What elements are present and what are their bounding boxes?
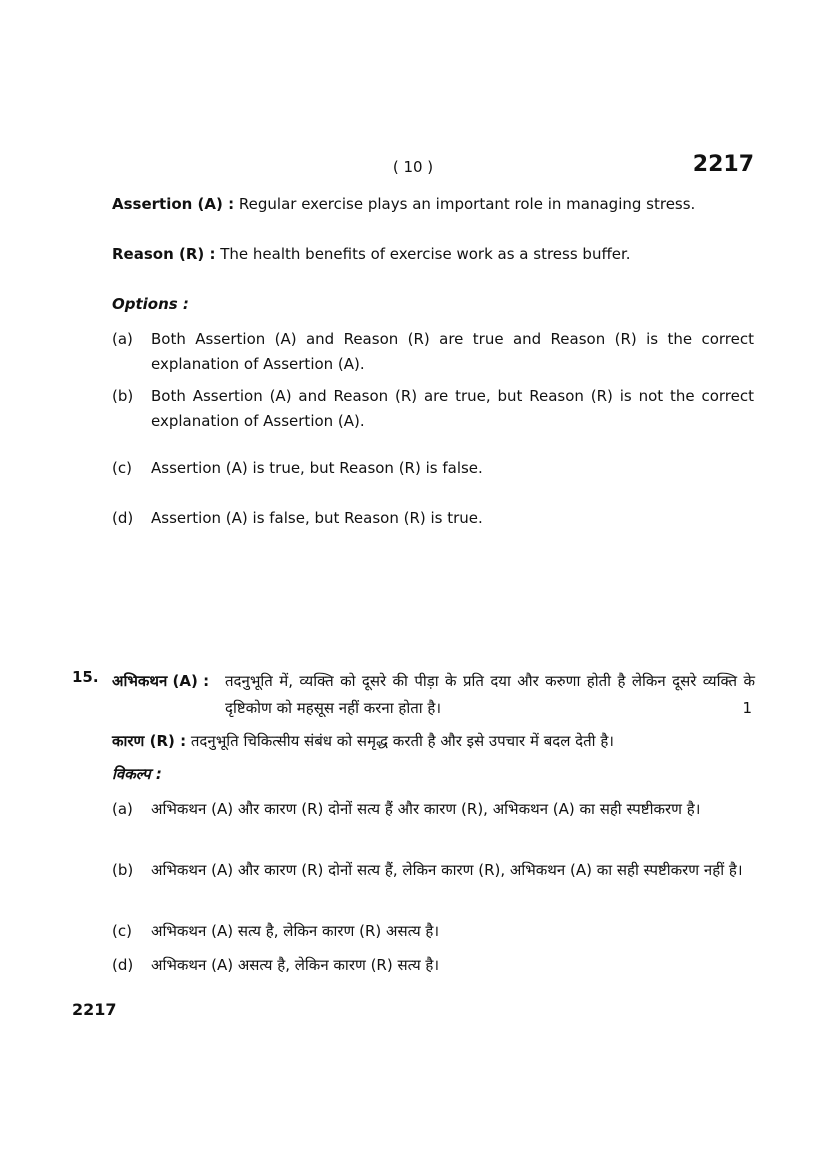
page-number: ( 10 ) xyxy=(392,158,434,176)
q14-reason-label: Reason (R) : xyxy=(112,245,216,263)
q15-option-b-label: (b) xyxy=(112,861,134,879)
paper-code-bottom: 2217 xyxy=(72,1000,117,1019)
q14-options-heading: Options : xyxy=(112,295,189,313)
q15-reason-text: तदनुभूति चिकित्सीय संबंध को समृद्ध करती है और इसे उपचार में बदल देती है। xyxy=(190,732,614,750)
q14-option-c-text: Assertion (A) is true, but Reason (R) is false. xyxy=(151,459,483,477)
q15-option-b-text: अभिकथन (A) और कारण (R) दोनों सत्य हैं, लेकिन कारण (R), अभिकथन (A) का सही स्पष्टीकरण नहीं है। xyxy=(151,861,743,879)
paper-code-top: 2217 xyxy=(692,152,754,177)
q15-assertion-text: तदनुभूति में, व्यक्ति को दूसरे की पीड़ा के प्रति दया और करुणा होती है लेकिन दूसरे व्यक्ति के दृष्टिकोण को महसूस नहीं करना होता है। xyxy=(225,672,755,717)
q14-assertion-label: Assertion (A) : xyxy=(112,195,235,213)
q15-option-d xyxy=(112,952,754,979)
q15-number: 15. xyxy=(72,668,99,686)
q14-option-c xyxy=(112,456,754,481)
q14-reason-text: The health benefits of exercise work as a stress buffer. xyxy=(220,245,631,263)
q15-option-c xyxy=(112,918,754,945)
q15-option-a-label: (a) xyxy=(112,800,133,818)
q14-option-b-label: (b) xyxy=(112,387,134,405)
q14-assertion xyxy=(112,192,695,217)
q15-option-d-label: (d) xyxy=(112,956,134,974)
q14-option-d xyxy=(112,506,754,531)
q14-option-c-label: (c) xyxy=(112,459,132,477)
q15-option-c-text: अभिकथन (A) सत्य है, लेकिन कारण (R) असत्य है। xyxy=(151,922,440,940)
q14-option-b-text: Both Assertion (A) and Reason (R) are true, but Reason (R) is not the correct explanation of Assertion (A). xyxy=(151,387,754,430)
q15-option-b xyxy=(112,857,754,884)
q15-option-c-label: (c) xyxy=(112,922,132,940)
q15-options-heading: विकल्प : xyxy=(112,765,162,783)
q14-reason xyxy=(112,242,631,267)
q14-assertion-text: Regular exercise plays an important role in managing stress. xyxy=(238,195,696,213)
q15-reason-label: कारण (R) : xyxy=(112,732,187,750)
q15-option-a-text: अभिकथन (A) और कारण (R) दोनों सत्य हैं और कारण (R), अभिकथन (A) का सही स्पष्टीकरण है। xyxy=(151,800,701,818)
q15-assertion-label: अभिकथन (A) : xyxy=(112,672,210,690)
q15-option-d-text: अभिकथन (A) असत्य है, लेकिन कारण (R) सत्य है। xyxy=(151,956,440,974)
q14-option-d-label: (d) xyxy=(112,509,134,527)
q15-reason xyxy=(112,728,614,755)
q14-option-a-text: Both Assertion (A) and Reason (R) are true and Reason (R) is the correct explanation of Assertion (A). xyxy=(151,330,754,373)
q15-option-a xyxy=(112,796,754,823)
q14-option-a-label: (a) xyxy=(112,330,133,348)
q14-option-b xyxy=(112,384,754,434)
q14-option-a xyxy=(112,327,754,377)
q14-option-d-text: Assertion (A) is false, but Reason (R) is true. xyxy=(151,509,483,527)
q15-marks: 1 xyxy=(742,699,752,717)
